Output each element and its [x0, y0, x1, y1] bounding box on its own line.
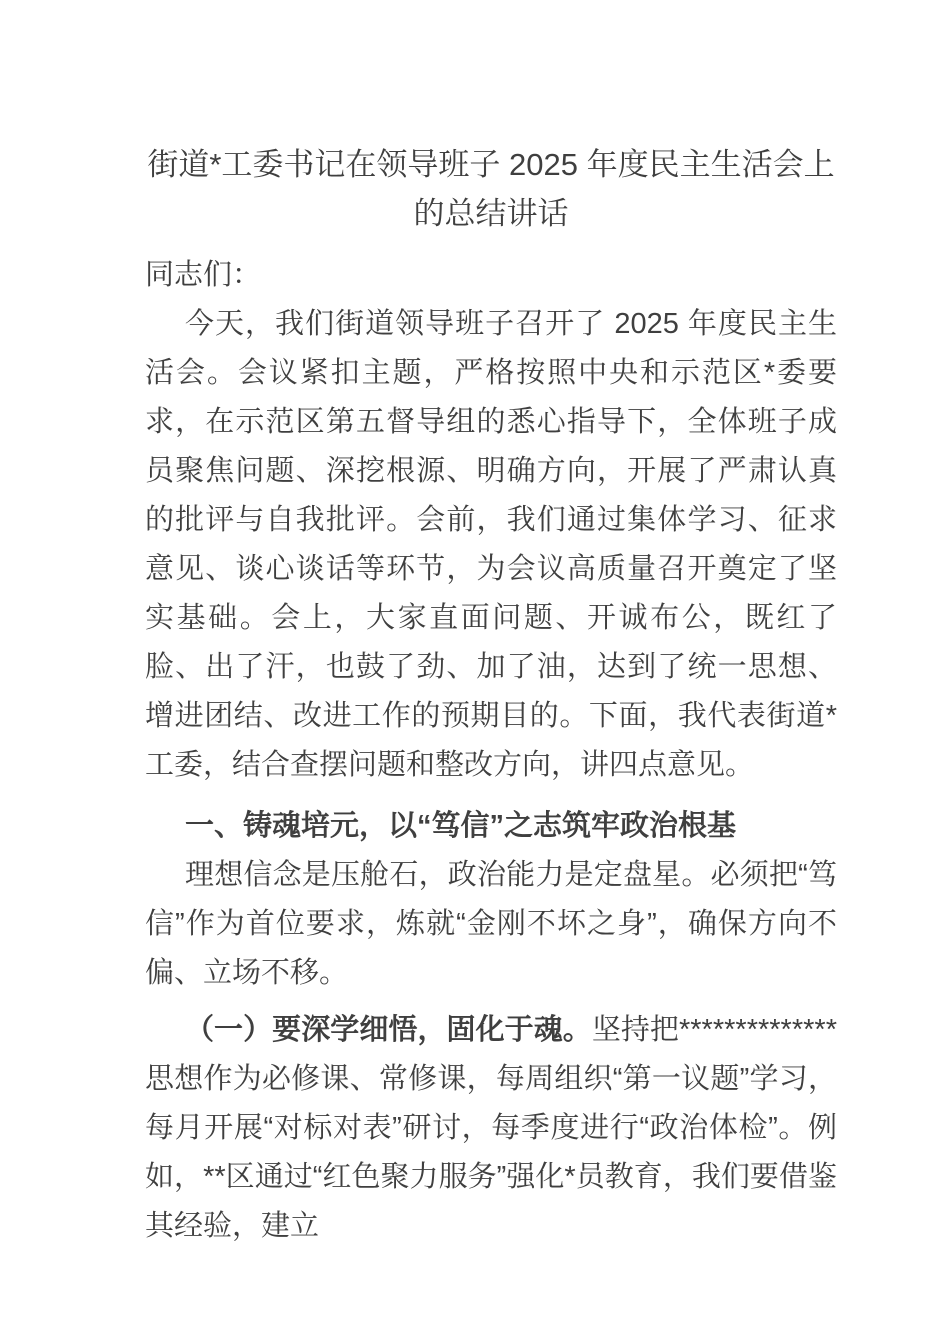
document-title: 街道*工委书记在领导班子 2025 年度民主生活会上的总结讲话	[147, 147, 835, 231]
subsection-1-text: 坚持把**************思想作为必修课、常修课，每周组织“第一议题”学习，每月开展“对标对表”研讨，每季度进行“政治体检”。例如，**区通过“红色聚力服务”强化*员教育，我们要借鉴其经验，建立	[145, 1014, 837, 1242]
salutation: 同志们：	[145, 259, 262, 291]
section-1-heading: 一、铸魂培元，以“笃信”之志筑牢政治根基	[185, 810, 737, 842]
intro-paragraph: 今天，我们街道领导班子召开了 2025 年度民主生活会。会议紧扣主题，严格按照中央和示范区*委要求，在示范区第五督导组的悉心指导下，全体班子成员聚焦问题、深挖根源、明确方向，开展了严肃认真的批评与自我批评。会前，我们通过集体学习、征求意见、谈心谈话等环节，为会议高质量召开奠定了坚实基础。会上，大家直面问题、开诚布公，既红了脸、出了汗，也鼓了劲、加了油，达到了统一思想、增进团结、改进工作的预期目的。下面，我代表街道*工委，结合查摆问题和整改方向，讲四点意见。	[145, 308, 837, 781]
section-1-subsection-1	[145, 1006, 837, 1251]
subsection-1-lead: （一）要深学细悟，固化于魂。	[185, 1014, 592, 1046]
section-1-paragraph: 理想信念是压舱石，政治能力是定盘星。必须把“笃信”作为首位要求，炼就“金刚不坏之身”，确保方向不偏、立场不移。	[145, 859, 837, 989]
